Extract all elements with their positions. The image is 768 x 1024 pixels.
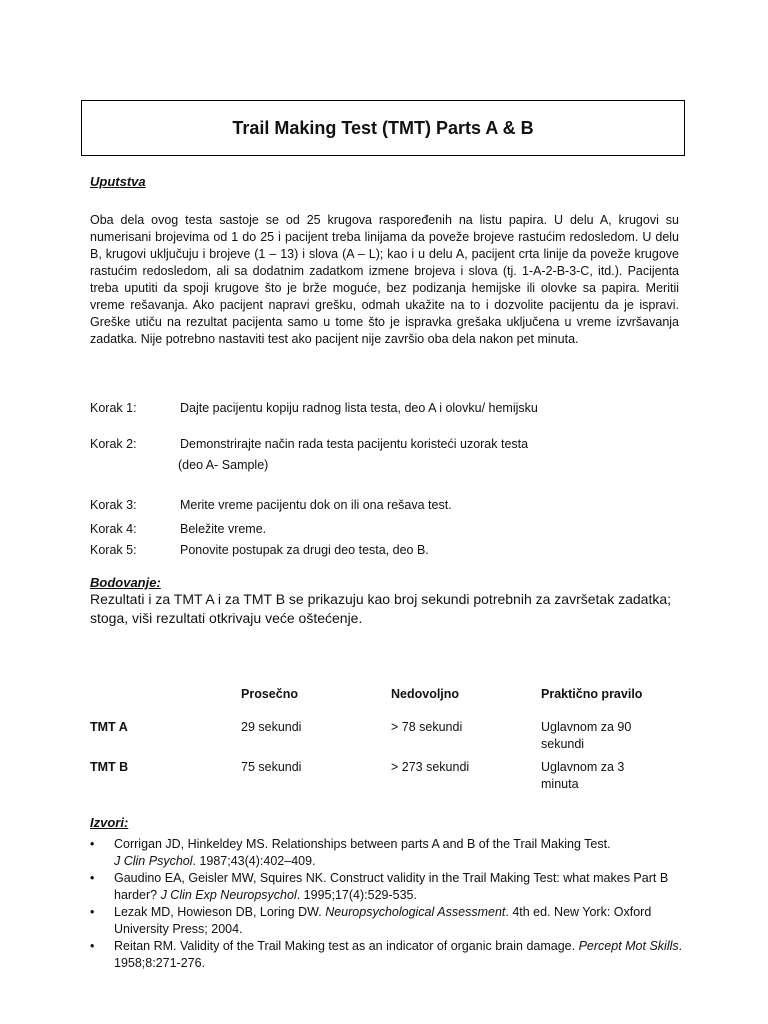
source-4-journal: Percept Mot Skills	[578, 939, 679, 953]
source-4-text: Reitan RM. Validity of the Trail Making test as an indicator of organic brain damage.	[114, 939, 579, 953]
bullet-icon: •	[90, 939, 95, 953]
table-cell-tmt-a-rule-line-2: sekundi	[541, 737, 585, 751]
title-box	[81, 100, 685, 156]
table-cell-tmt-a-deficient: > 78 sekundi	[391, 720, 463, 734]
instructions-heading: Uputstva	[90, 174, 146, 189]
document-title: Trail Making Test (TMT) Parts A & B	[232, 117, 534, 138]
source-3-title: Neuropsychological Assessment	[325, 905, 506, 919]
source-3-citation: . 4th ed. New York: Oxford University Press; 2004.	[114, 905, 652, 936]
source-2-citation: . 1995;17(4):529-535.	[296, 888, 417, 902]
list-item	[90, 870, 690, 904]
table-cell-tmt-b-deficient: > 273 sekundi	[391, 760, 470, 774]
source-1-journal: J Clin Psychol	[114, 854, 193, 868]
instructions-text: Oba dela ovog testa sastoje se od 25 krugova raspoređenih na listu papira. U delu A, krugovi su numerisani brojevima od 1 do 25 i pacijent treba linijama da poveže brojeve rastućim redosledom. U delu B, krugovi uključuju i brojeve (1 – 13) i slova (A – L); kao i u delu A, pacijent crta linije da poveže krugove rastućim redosledom, ali sa dodatnim zadatkom izmene brojeva i slova (tj. 1-A-2-B-3-C, itd.). Pacijenta treba uputiti da spoji krugove što je brže moguće, bez podizanja hemijske ili olovke sa papira. Meritii vreme rešavanja. Ako pacijent napravi grešku, odmah ukažite na to i dozvolite pacijentu da je ispravi. Greške utiču na rezultat pacijenta samo u tome što je ispravka grešaka uključena u vreme izvršavanja zadatka. Nije potrebno nastaviti test ako pacijent nije završio oba dela nakon pet minuta.	[90, 213, 679, 346]
step-3	[90, 497, 690, 514]
list-item	[90, 904, 690, 938]
sources-list	[90, 836, 690, 972]
table-row-label-tmt-b: TMT B	[90, 760, 129, 774]
step-4	[90, 521, 690, 538]
step-3-label: Korak 3:	[90, 498, 137, 512]
table-cell-tmt-b-rule-line-1: Uglavnom za 3	[541, 760, 625, 774]
table-cell-tmt-b-average: 75 sekundi	[241, 760, 302, 774]
table-row-label-tmt-a: TMT A	[90, 720, 128, 734]
sources-heading: Izvori:	[90, 815, 129, 830]
step-4-text: Beležite vreme.	[180, 522, 267, 536]
step-2-label: Korak 2:	[90, 437, 137, 451]
step-3-text: Merite vreme pacijentu dok on ili ona rešava test.	[180, 498, 452, 512]
scoring-text: Rezultati i za TMT A i za TMT B se prikazuju kao broj sekundi potrebnih za završetak zadatka; stoga, viši rezultati otkrivaju veće oštećenje.	[90, 591, 672, 626]
source-4-citation: . 1958;8:271-276.	[114, 939, 683, 970]
source-2-text: Gaudino EA, Geisler MW, Squires NK. Construct validity in the Trail Making Test: what makes Part B harder?	[114, 871, 669, 902]
table-cell-tmt-b-rule-line-2: minuta	[541, 777, 579, 791]
list-item	[90, 836, 690, 870]
step-1	[90, 400, 690, 417]
scoring-heading: Bodovanje:	[90, 575, 161, 590]
source-3-text: Lezak MD, Howieson DB, Loring DW.	[114, 905, 326, 919]
source-2-journal: J Clin Exp Neuropsychol	[160, 888, 297, 902]
table-header-rule-of-thumb: Praktično pravilo	[541, 687, 643, 701]
step-2	[90, 436, 690, 453]
step-1-label: Korak 1:	[90, 401, 137, 415]
bullet-icon: •	[90, 837, 95, 851]
source-1-citation: . 1987;43(4):402–409.	[192, 854, 316, 868]
step-2-text: Demonstrirajte način rada testa pacijentu koristeći uzorak testa	[180, 437, 529, 451]
step-4-label: Korak 4:	[90, 522, 137, 536]
step-5-text: Ponovite postupak za drugi deo testa, deo B.	[180, 543, 429, 557]
table-cell-tmt-a-average: 29 sekundi	[241, 720, 302, 734]
step-5	[90, 542, 690, 559]
bullet-icon: •	[90, 871, 95, 885]
table-header-average: Prosečno	[241, 687, 298, 701]
table-header-deficient: Nedovoljno	[391, 687, 460, 701]
source-1-text: Corrigan JD, Hinkeldey MS. Relationships between parts A and B of the Trail Making Test.	[114, 837, 611, 851]
step-5-label: Korak 5:	[90, 543, 137, 557]
list-item	[90, 938, 690, 972]
step-1-text: Dajte pacijentu kopiju radnog lista testa, deo A i olovku/ hemijsku	[180, 401, 538, 415]
bullet-icon: •	[90, 905, 95, 919]
table-cell-tmt-a-rule-line-1: Uglavnom za 90	[541, 720, 632, 734]
step-2-continuation: (deo A- Sample)	[178, 458, 269, 472]
